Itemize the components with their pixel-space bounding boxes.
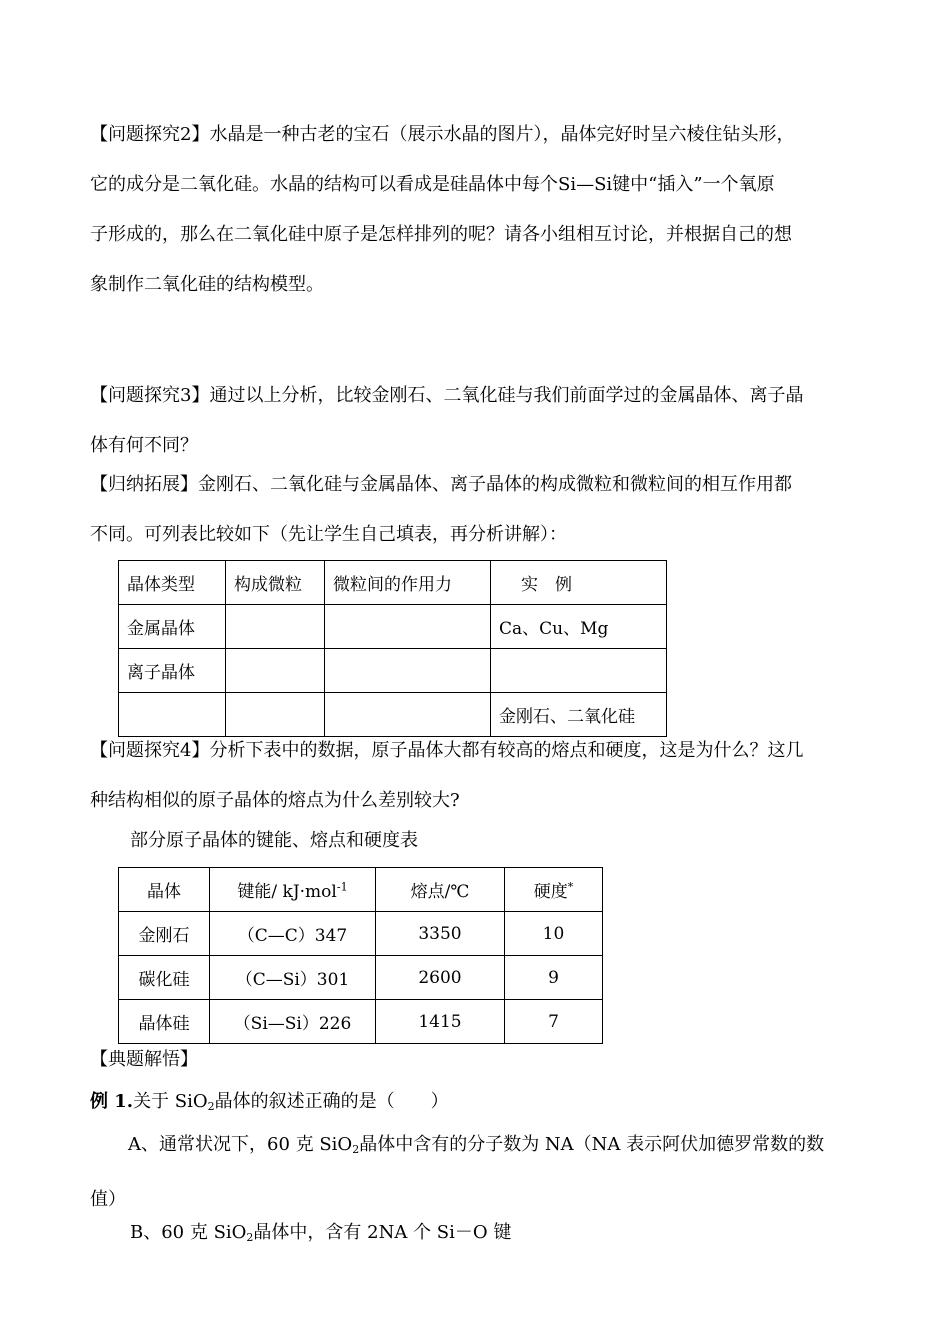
option-a-subscript: 2 [352, 1143, 360, 1156]
problem4-heading: 【问题探究4】 [90, 740, 210, 761]
problem3-text-line2: 体有何不同？ [90, 435, 198, 456]
problem2-text-line4: 象制作二氧化硅的结构模型。 [90, 274, 324, 295]
table-cell [491, 649, 667, 693]
table-row [119, 912, 603, 956]
option-a-text-end: 晶体中含有的分子数为 NA（NA 表示阿伏加德罗常数的数 [359, 1134, 825, 1155]
table-row [119, 649, 667, 693]
table-cell: 金刚石 [119, 912, 210, 956]
table-cell: 3350 [376, 912, 505, 956]
table-cell: 金属晶体 [119, 605, 226, 649]
example1-text-end: 晶体的叙述正确的是（ ） [214, 1091, 449, 1112]
option-b-subscript: 2 [246, 1231, 254, 1244]
table-cell: Ca、Cu、Mg [491, 605, 667, 649]
table-cell: 1415 [376, 1000, 505, 1044]
table-cell: 离子晶体 [119, 649, 226, 693]
table-row [119, 605, 667, 649]
table-cell: 7 [505, 1000, 603, 1044]
table-cell: 2600 [376, 956, 505, 1000]
table-row [119, 1000, 603, 1044]
problem4-text-line1: 分析下表中的数据，原子晶体大都有较高的熔点和硬度，这是为什么？这几 [209, 740, 804, 761]
summary-text-line1: 金刚石、二氧化硅与金属晶体、离子晶体的构成微粒和微粒间的相互作用都 [198, 474, 792, 495]
table-cell [226, 649, 325, 693]
table-cell: 9 [505, 956, 603, 1000]
problem2-text-line1: 水晶是一种古老的宝石（展示水晶的图片），晶体完好时呈六棱住钻头形， [209, 124, 795, 145]
hardness-header-text: 硬度 [533, 882, 568, 902]
problem2-text-line2: 它的成分是二氧化硅。水晶的结构可以看成是硅晶体中每个Si—Si键中“插入”一个氧原 [90, 174, 775, 195]
atomic-crystal-table [118, 867, 603, 1044]
option-a-line2: 值） [90, 1189, 126, 1210]
problem2-text-line3: 子形成的，那么在二氧化硅中原子是怎样排列的呢？请各小组相互讨论，并根据自己的想 [90, 224, 792, 245]
table-header-cell: 晶体类型 [119, 561, 226, 605]
examples-heading: 【典题解悟】 [90, 1049, 198, 1070]
table-cell: （C—Si）301 [210, 956, 376, 1000]
table-row [119, 956, 603, 1000]
table-header-cell: 微粒间的作用力 [325, 561, 491, 605]
option-b-text-end: 晶体中，含有 2NA 个 Si－O 键 [253, 1222, 512, 1243]
table-cell: 碳化硅 [119, 956, 210, 1000]
table-cell: 晶体硅 [119, 1000, 210, 1044]
table-cell: 10 [505, 912, 603, 956]
example1-subscript: 2 [207, 1100, 215, 1113]
summary-paragraph [90, 460, 870, 560]
example1-text: 关于 SiO [133, 1091, 208, 1112]
table-cell [325, 649, 491, 693]
problem3-paragraph [90, 371, 870, 471]
option-b [130, 1208, 870, 1263]
table-cell: （C—C）347 [210, 912, 376, 956]
problem4-paragraph [90, 726, 870, 826]
option-a-text: A、通常状况下，60 克 SiO [128, 1134, 353, 1155]
table-header-cell: 实 例 [491, 561, 667, 605]
table-header-row [119, 868, 603, 912]
energy-header-text: 键能/ kJ·mol [237, 882, 337, 902]
problem3-text-line1: 通过以上分析，比较金刚石、二氧化硅与我们前面学过的金属晶体、离子晶 [209, 385, 804, 406]
example1-label: 例 1. [90, 1091, 134, 1112]
table-cell [226, 605, 325, 649]
table-header-cell: 晶体 [119, 868, 210, 912]
summary-text-line2: 不同。可列表比较如下（先让学生自己填表，再分析讲解）： [90, 524, 567, 545]
hardness-header-superscript: * [567, 880, 574, 894]
table-header-cell [210, 868, 376, 912]
summary-heading: 【归纳拓展】 [90, 474, 198, 495]
table-header-cell: 熔点/℃ [376, 868, 505, 912]
table-cell: 金刚石、二氧化硅 [491, 693, 667, 737]
problem3-heading: 【问题探究3】 [90, 385, 210, 406]
table-header-cell [505, 868, 603, 912]
table-cell: （Si—Si）226 [210, 1000, 376, 1044]
energy-header-superscript: -1 [336, 880, 348, 894]
problem2-paragraph [90, 110, 870, 310]
problem4-text-line2: 种结构相似的原子晶体的熔点为什么差别较大? [90, 790, 460, 811]
table-cell [325, 605, 491, 649]
table2-caption: 部分原子晶体的键能、熔点和硬度表 [130, 830, 418, 851]
option-b-text: B、60 克 SiO [130, 1222, 247, 1243]
table-header-cell: 构成微粒 [226, 561, 325, 605]
crystal-type-table [118, 560, 667, 737]
table-header-row [119, 561, 667, 605]
problem2-heading: 【问题探究2】 [90, 124, 210, 145]
